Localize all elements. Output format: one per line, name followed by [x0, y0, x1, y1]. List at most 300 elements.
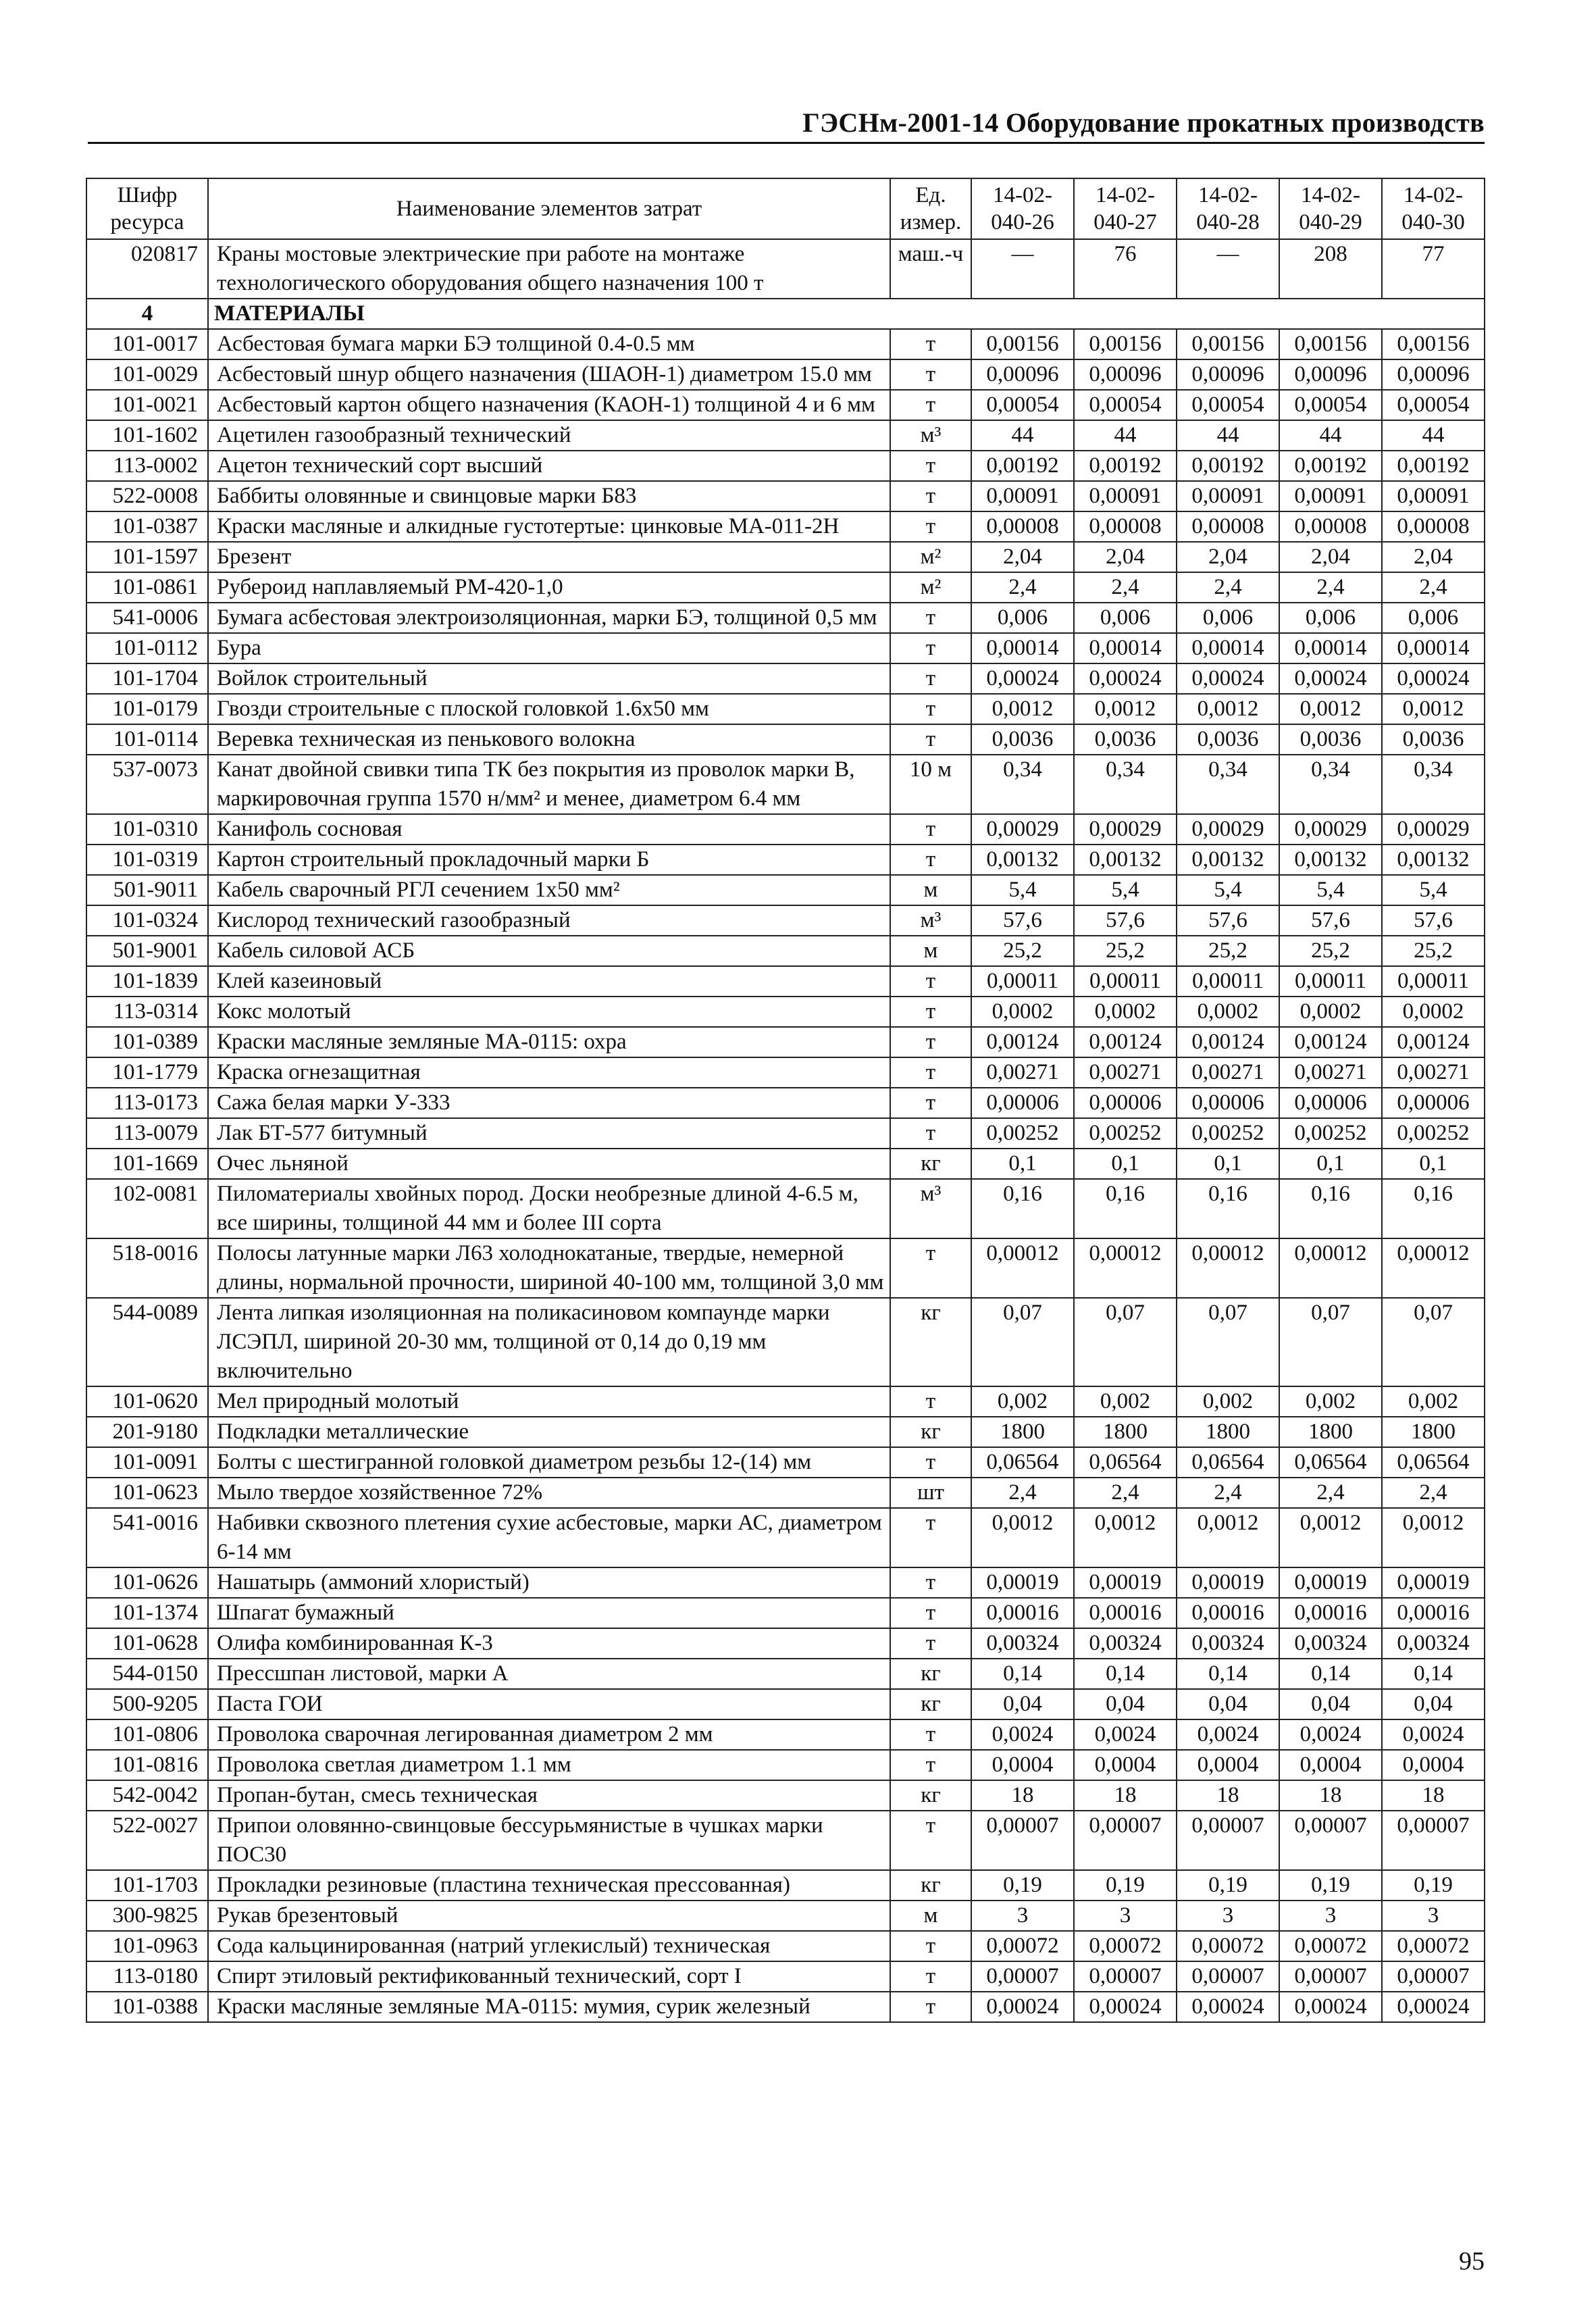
norm-value: 0,00029: [1279, 814, 1382, 845]
table-row: [86, 1598, 1485, 1628]
norm-value: 0,0036: [1382, 724, 1485, 755]
norm-value: 18: [1382, 1780, 1485, 1811]
norm-value: 3: [1177, 1901, 1279, 1931]
resource-name: Канифоль сосновая: [208, 814, 890, 845]
norm-value: 0,00024: [1177, 1992, 1279, 2022]
resource-name: Картон строительный прокладочный марки Б: [208, 845, 890, 875]
resource-name: Рукав брезентовый: [208, 1901, 890, 1931]
norm-value: 25,2: [1382, 936, 1485, 966]
norm-value: 3: [1074, 1901, 1177, 1931]
table-row: [86, 1870, 1485, 1901]
resource-name: Краски масляные земляные МА-0115: мумия, сурик железный: [208, 1992, 890, 2022]
unit-of-measure: т: [890, 1811, 971, 1870]
resource-code: 101-0114: [86, 724, 208, 755]
unit-of-measure: т: [890, 724, 971, 755]
resource-name: Пропан-бутан, смесь техническая: [208, 1780, 890, 1811]
norm-value: 0,00014: [971, 633, 1074, 663]
unit-of-measure: т: [890, 359, 971, 390]
unit-of-measure: м²: [890, 542, 971, 572]
norm-value: 0,0002: [971, 997, 1074, 1027]
resource-name: Очес льняной: [208, 1149, 890, 1179]
norm-value: 5,4: [1279, 875, 1382, 905]
norm-value: 0,00019: [1382, 1567, 1485, 1598]
table-row: [86, 239, 1485, 299]
norm-value: 0,00156: [1279, 329, 1382, 359]
norm-value: 1800: [971, 1417, 1074, 1447]
norm-value: 0,00252: [971, 1118, 1074, 1149]
unit-of-measure: т: [890, 966, 971, 997]
resource-code: 101-0387: [86, 511, 208, 542]
norm-value: 18: [1074, 1780, 1177, 1811]
table-row: [86, 390, 1485, 420]
norm-value: 0,1: [971, 1149, 1074, 1179]
section-title: МАТЕРИАЛЫ: [208, 299, 1485, 329]
norm-value: 0,04: [1177, 1689, 1279, 1719]
norm-value: 0,00132: [1074, 845, 1177, 875]
unit-of-measure: т: [890, 1508, 971, 1567]
col-header-040-29: 14-02-040-29: [1279, 178, 1382, 239]
norm-value: 0,00096: [971, 359, 1074, 390]
norm-value: 57,6: [1382, 905, 1485, 936]
resource-name: Лак БТ-577 битумный: [208, 1118, 890, 1149]
norm-value: 0,00124: [1279, 1027, 1382, 1057]
table-row: [86, 1689, 1485, 1719]
norm-value: 0,00016: [1074, 1598, 1177, 1628]
resource-code: 101-0017: [86, 329, 208, 359]
resource-code: 101-0861: [86, 572, 208, 603]
norm-value: 0,00271: [1177, 1057, 1279, 1088]
table-row: [86, 1386, 1485, 1417]
norm-value: 0,0004: [1382, 1750, 1485, 1780]
norm-value: 0,002: [1382, 1386, 1485, 1417]
norm-value: 0,00124: [971, 1027, 1074, 1057]
norm-value: 0,00006: [1177, 1088, 1279, 1118]
norm-value: 0,07: [1074, 1298, 1177, 1386]
norm-value: 0,00014: [1074, 633, 1177, 663]
norm-value: 0,00271: [1382, 1057, 1485, 1088]
table-row: [86, 1811, 1485, 1870]
unit-of-measure: м³: [890, 905, 971, 936]
norm-value: 0,14: [1279, 1659, 1382, 1689]
norm-value: 2,4: [1177, 572, 1279, 603]
norm-value: 0,0036: [1279, 724, 1382, 755]
resource-name: Набивки сквозного плетения сухие асбестовые, марки АС, диаметром 6-14 мм: [208, 1508, 890, 1567]
norm-value: 0,00024: [971, 1992, 1074, 2022]
norm-value: 0,00072: [1279, 1931, 1382, 1961]
resource-name: Сода кальцинированная (натрий углекислый) техническая: [208, 1931, 890, 1961]
resource-code: 020817: [86, 239, 208, 299]
col-header-040-26: 14-02-040-26: [971, 178, 1074, 239]
table-row: [86, 1567, 1485, 1598]
norm-value: 18: [1279, 1780, 1382, 1811]
resource-name: Рубероид наплавляемый РМ-420-1,0: [208, 572, 890, 603]
resource-name: Веревка техническая из пенькового волокна: [208, 724, 890, 755]
unit-of-measure: маш.-ч: [890, 239, 971, 299]
resource-code: 541-0016: [86, 1508, 208, 1567]
norm-value: 0,0012: [1074, 694, 1177, 724]
page-number: 95: [1459, 2247, 1485, 2275]
norm-value: 0,34: [1074, 755, 1177, 814]
norm-value: 2,4: [1279, 572, 1382, 603]
table-row: [86, 724, 1485, 755]
table-row: [86, 329, 1485, 359]
resource-code: 101-1669: [86, 1149, 208, 1179]
norm-value: 0,00006: [1074, 1088, 1177, 1118]
norm-value: 2,4: [1177, 1478, 1279, 1508]
norm-value: 0,00132: [1279, 845, 1382, 875]
unit-of-measure: т: [890, 694, 971, 724]
resource-name: Прокладки резиновые (пластина техническая прессованная): [208, 1870, 890, 1901]
norm-value: 0,00011: [1382, 966, 1485, 997]
norm-value: 5,4: [1074, 875, 1177, 905]
norm-value: 0,07: [1279, 1298, 1382, 1386]
norm-value: 0,00091: [1279, 481, 1382, 511]
table-row: [86, 694, 1485, 724]
unit-of-measure: т: [890, 1386, 971, 1417]
norm-value: 0,00011: [971, 966, 1074, 997]
norm-value: 0,002: [1177, 1386, 1279, 1417]
norm-value: 44: [1177, 420, 1279, 451]
resource-code: 300-9825: [86, 1901, 208, 1931]
resource-name: Ацетилен газообразный технический: [208, 420, 890, 451]
unit-of-measure: т: [890, 1118, 971, 1149]
norm-value: 0,00156: [1177, 329, 1279, 359]
norm-value: 0,0012: [971, 1508, 1074, 1567]
norm-value: 0,002: [1279, 1386, 1382, 1417]
norm-value: 0,00024: [1074, 1992, 1177, 2022]
resource-code: 541-0006: [86, 603, 208, 633]
norm-value: 0,0004: [1177, 1750, 1279, 1780]
resource-name: Шпагат бумажный: [208, 1598, 890, 1628]
resource-name: Бумага асбестовая электроизоляционная, марки БЭ, толщиной 0,5 мм: [208, 603, 890, 633]
norm-value: 0,00007: [1074, 1961, 1177, 1992]
norm-value: 0,0012: [1382, 694, 1485, 724]
table-row: [86, 1901, 1485, 1931]
norm-value: 57,6: [971, 905, 1074, 936]
table-row: [86, 1298, 1485, 1386]
norm-value: 0,00124: [1074, 1027, 1177, 1057]
norm-value: 0,00252: [1279, 1118, 1382, 1149]
norm-value: 0,07: [971, 1298, 1074, 1386]
norm-value: 0,00192: [1177, 451, 1279, 481]
norm-value: 3: [1279, 1901, 1382, 1931]
norm-value: 0,0012: [1382, 1508, 1485, 1567]
unit-of-measure: т: [890, 1961, 971, 1992]
norm-value: 0,04: [1279, 1689, 1382, 1719]
norm-value: 0,06564: [1279, 1447, 1382, 1478]
norm-value: 2,04: [1177, 542, 1279, 572]
norm-value: 0,00012: [1382, 1238, 1485, 1298]
resource-code: 101-1839: [86, 966, 208, 997]
norm-value: 0,00096: [1074, 359, 1177, 390]
unit-of-measure: кг: [890, 1689, 971, 1719]
norm-value: 0,34: [1382, 755, 1485, 814]
norm-value: 0,00054: [971, 390, 1074, 420]
norm-value: 0,00124: [1382, 1027, 1485, 1057]
resource-name: Проволока сварочная легированная диаметром 2 мм: [208, 1719, 890, 1750]
norm-value: —: [1177, 239, 1279, 299]
norm-value: 25,2: [1279, 936, 1382, 966]
norm-value: 208: [1279, 239, 1382, 299]
resource-code: 101-1779: [86, 1057, 208, 1088]
resource-code: 113-0079: [86, 1118, 208, 1149]
norm-value: 0,00024: [1279, 663, 1382, 694]
resource-name: Прессшпан листовой, марки А: [208, 1659, 890, 1689]
norm-value: 0,07: [1177, 1298, 1279, 1386]
resource-name: Краны мостовые электрические при работе на монтаже технологического оборудования общего назначения 100 т: [208, 239, 890, 299]
norm-value: 2,04: [971, 542, 1074, 572]
norm-value: 0,0012: [1279, 1508, 1382, 1567]
norm-value: 2,04: [1279, 542, 1382, 572]
unit-of-measure: т: [890, 481, 971, 511]
resource-name: Кокс молотый: [208, 997, 890, 1027]
unit-of-measure: кг: [890, 1659, 971, 1689]
norm-value: 0,06564: [1074, 1447, 1177, 1478]
resource-name: Канат двойной свивки типа ТК без покрытия из проволок марки В, маркировочная группа 1570 н/мм² и менее, диаметром 6.4 мм: [208, 755, 890, 814]
norm-value: 0,14: [1074, 1659, 1177, 1689]
norm-value: 0,14: [1382, 1659, 1485, 1689]
norm-value: 0,04: [1382, 1689, 1485, 1719]
norm-value: 0,00029: [1074, 814, 1177, 845]
norm-value: 0,00016: [1279, 1598, 1382, 1628]
norm-value: 0,1: [1177, 1149, 1279, 1179]
norm-value: 1800: [1177, 1417, 1279, 1447]
resource-name: Полосы латунные марки Л63 холоднокатаные, твердые, немерной длины, нормальной прочности, шириной 40-100 мм, толщиной 3,0 мм: [208, 1238, 890, 1298]
norm-value: 0,1: [1382, 1149, 1485, 1179]
resource-code: 101-1602: [86, 420, 208, 451]
table-row: [86, 1992, 1485, 2022]
norm-value: 0,16: [1382, 1179, 1485, 1238]
norm-value: 0,00007: [1382, 1961, 1485, 1992]
norm-value: 0,16: [1074, 1179, 1177, 1238]
norm-value: 25,2: [1074, 936, 1177, 966]
table-row: [86, 359, 1485, 390]
norm-value: 0,00012: [971, 1238, 1074, 1298]
table-row: [86, 1780, 1485, 1811]
norm-value: —: [971, 239, 1074, 299]
resource-name: Бура: [208, 633, 890, 663]
resource-name: Кислород технический газообразный: [208, 905, 890, 936]
unit-of-measure: кг: [890, 1870, 971, 1901]
resource-name: Гвозди строительные с плоской головкой 1.6x50 мм: [208, 694, 890, 724]
norm-value: 5,4: [971, 875, 1074, 905]
norm-value: 1800: [1074, 1417, 1177, 1447]
resource-code: 101-0626: [86, 1567, 208, 1598]
norm-value: 0,00324: [1177, 1628, 1279, 1659]
unit-of-measure: т: [890, 1088, 971, 1118]
table-row: [86, 1750, 1485, 1780]
unit-of-measure: м: [890, 875, 971, 905]
norm-value: 2,4: [1074, 1478, 1177, 1508]
resource-code: 101-0620: [86, 1386, 208, 1417]
resource-code: 113-0173: [86, 1088, 208, 1118]
resource-code: 522-0027: [86, 1811, 208, 1870]
norm-value: 57,6: [1279, 905, 1382, 936]
norm-value: 2,4: [1074, 572, 1177, 603]
table-row: [86, 997, 1485, 1027]
resource-name: Мыло твердое хозяйственное 72%: [208, 1478, 890, 1508]
norm-value: 0,0002: [1279, 997, 1382, 1027]
unit-of-measure: т: [890, 603, 971, 633]
norm-value: 0,00024: [971, 663, 1074, 694]
norm-value: 0,00007: [1074, 1811, 1177, 1870]
table-row: [86, 814, 1485, 845]
resource-code: 101-0806: [86, 1719, 208, 1750]
unit-of-measure: кг: [890, 1298, 971, 1386]
table-row: [86, 1719, 1485, 1750]
norm-value: 0,00091: [1382, 481, 1485, 511]
resource-code: 537-0073: [86, 755, 208, 814]
unit-of-measure: т: [890, 1992, 971, 2022]
unit-of-measure: т: [890, 997, 971, 1027]
unit-of-measure: м³: [890, 420, 971, 451]
norm-value: 0,00096: [1177, 359, 1279, 390]
unit-of-measure: м²: [890, 572, 971, 603]
norm-value: 0,00016: [1177, 1598, 1279, 1628]
norm-value: 0,07: [1382, 1298, 1485, 1386]
norm-value: 0,00324: [971, 1628, 1074, 1659]
unit-of-measure: т: [890, 1238, 971, 1298]
section-row: [86, 299, 1485, 329]
norm-value: 0,00096: [1279, 359, 1382, 390]
norm-value: 0,00012: [1177, 1238, 1279, 1298]
resource-code: 544-0089: [86, 1298, 208, 1386]
norm-value: 0,14: [1177, 1659, 1279, 1689]
norm-value: 0,00252: [1382, 1118, 1485, 1149]
norm-value: 44: [971, 420, 1074, 451]
table-row: [86, 845, 1485, 875]
header-divider: [88, 142, 1485, 144]
norm-value: 0,00324: [1074, 1628, 1177, 1659]
norm-value: 0,00019: [1074, 1567, 1177, 1598]
table-header-row: [86, 178, 1485, 239]
norm-value: 0,00007: [1279, 1811, 1382, 1870]
table-row: [86, 603, 1485, 633]
norm-value: 18: [971, 1780, 1074, 1811]
unit-of-measure: шт: [890, 1478, 971, 1508]
col-header-unit: Ед. измер.: [890, 178, 971, 239]
norm-value: 0,00014: [1177, 633, 1279, 663]
table-row: [86, 905, 1485, 936]
norm-value: 0,00192: [1382, 451, 1485, 481]
col-header-040-28: 14-02-040-28: [1177, 178, 1279, 239]
resource-code: 101-0091: [86, 1447, 208, 1478]
unit-of-measure: т: [890, 329, 971, 359]
unit-of-measure: кг: [890, 1417, 971, 1447]
resource-name: Брезент: [208, 542, 890, 572]
norm-value: 0,00016: [971, 1598, 1074, 1628]
norm-value: 0,00072: [971, 1931, 1074, 1961]
norm-value: 0,14: [971, 1659, 1074, 1689]
norm-value: 0,00132: [1382, 845, 1485, 875]
norm-value: 0,006: [1382, 603, 1485, 633]
norm-value: 0,34: [971, 755, 1074, 814]
norm-value: 0,00006: [1382, 1088, 1485, 1118]
resource-code: 101-0816: [86, 1750, 208, 1780]
resource-code: 113-0180: [86, 1961, 208, 1992]
table-row: [86, 1027, 1485, 1057]
norm-value: 0,00271: [971, 1057, 1074, 1088]
norm-value: 0,00156: [1382, 329, 1485, 359]
unit-of-measure: кг: [890, 1780, 971, 1811]
norm-value: 0,00091: [1177, 481, 1279, 511]
unit-of-measure: т: [890, 1567, 971, 1598]
resource-code: 101-0963: [86, 1931, 208, 1961]
table-row: [86, 1417, 1485, 1447]
resource-name: Ацетон технический сорт высший: [208, 451, 890, 481]
resource-code: 101-0029: [86, 359, 208, 390]
resource-code: 518-0016: [86, 1238, 208, 1298]
norm-value: 0,0036: [1177, 724, 1279, 755]
norm-value: 0,006: [1177, 603, 1279, 633]
table-row: [86, 572, 1485, 603]
norm-value: 0,00324: [1382, 1628, 1485, 1659]
resource-code: 101-0112: [86, 633, 208, 663]
norm-value: 0,16: [971, 1179, 1074, 1238]
norm-value: 0,00029: [1382, 814, 1485, 845]
norm-value: 0,0012: [1177, 694, 1279, 724]
norm-value: 0,00029: [1177, 814, 1279, 845]
unit-of-measure: т: [890, 633, 971, 663]
unit-of-measure: т: [890, 1057, 971, 1088]
resource-code: 113-0002: [86, 451, 208, 481]
norm-value: 2,04: [1382, 542, 1485, 572]
table-row: [86, 1057, 1485, 1088]
norm-value: 0,00024: [1279, 1992, 1382, 2022]
norm-value: 25,2: [971, 936, 1074, 966]
table-row: [86, 1508, 1485, 1567]
resource-name: Нашатырь (аммоний хлористый): [208, 1567, 890, 1598]
col-header-040-27: 14-02-040-27: [1074, 178, 1177, 239]
resource-name: Припои оловянно-свинцовые бессурьмянистые в чушках марки ПОС30: [208, 1811, 890, 1870]
norm-value: 0,16: [1279, 1179, 1382, 1238]
resource-code: 501-9011: [86, 875, 208, 905]
norm-value: 0,00007: [1279, 1961, 1382, 1992]
norm-value: 0,00054: [1279, 390, 1382, 420]
norm-value: 0,00012: [1279, 1238, 1382, 1298]
norm-value: 2,4: [971, 1478, 1074, 1508]
norm-value: 0,00091: [971, 481, 1074, 511]
norm-value: 0,19: [1074, 1870, 1177, 1901]
norm-value: 0,00091: [1074, 481, 1177, 511]
resource-name: Мел природный молотый: [208, 1386, 890, 1417]
col-header-code: Шифр ресурса: [86, 178, 208, 239]
norm-value: 0,34: [1279, 755, 1382, 814]
resource-code: 101-0021: [86, 390, 208, 420]
table-row: [86, 542, 1485, 572]
norm-value: 0,00096: [1382, 359, 1485, 390]
norm-value: 0,00132: [971, 845, 1074, 875]
resource-name: Болты с шестигранной головкой диаметром резьбы 12-(14) мм: [208, 1447, 890, 1478]
table-row: [86, 511, 1485, 542]
norm-value: 18: [1177, 1780, 1279, 1811]
resource-name: Кабель сварочный РГЛ сечением 1x50 мм²: [208, 875, 890, 905]
norm-value: 0,0004: [1074, 1750, 1177, 1780]
norm-value: 0,00271: [1279, 1057, 1382, 1088]
norm-value: 0,002: [1074, 1386, 1177, 1417]
norm-value: 2,4: [1279, 1478, 1382, 1508]
norm-value: 0,0002: [1382, 997, 1485, 1027]
norm-value: 0,006: [971, 603, 1074, 633]
resource-name: Лента липкая изоляционная на поликасиновом компаунде марки ЛСЭПЛ, шириной 20-30 мм, толщиной от 0,14 до 0,19 мм включительно: [208, 1298, 890, 1386]
norm-value: 2,4: [971, 572, 1074, 603]
norm-value: 0,006: [1279, 603, 1382, 633]
unit-of-measure: 10 м: [890, 755, 971, 814]
norm-value: 0,06564: [1382, 1447, 1485, 1478]
norm-value: 0,0012: [1074, 1508, 1177, 1567]
resource-name: Асбестовый шнур общего назначения (ШАОН-1) диаметром 15.0 мм: [208, 359, 890, 390]
unit-of-measure: т: [890, 1027, 971, 1057]
